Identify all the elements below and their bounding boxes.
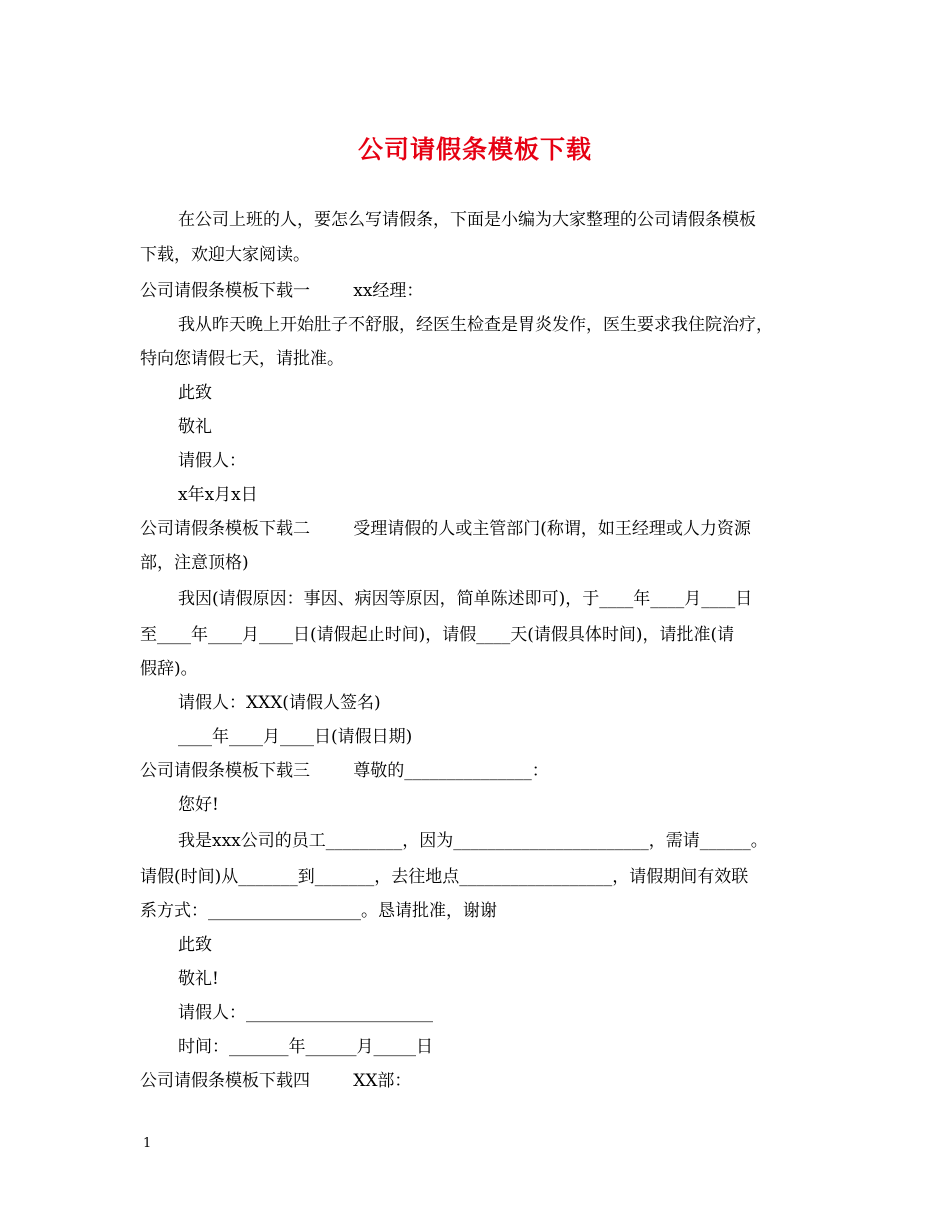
section-3-body-1: 我是xxx公司的员工_________，因为_______________________，需请______。 (178, 831, 768, 851)
section-1-date: x年x月x日 (178, 485, 258, 505)
section-1-closing-2: 敬礼 (178, 417, 212, 437)
page-number: 1 (143, 1136, 152, 1151)
section-1-body-1: 我从昨天晚上开始肚子不舒服，经医生检查是胃炎发作，医生要求我住院治疗， (178, 315, 773, 335)
section-2-date: ____年____月____日(请假日期) (178, 727, 413, 747)
section-3-greeting: 您好! (178, 795, 219, 815)
section-3-heading: 公司请假条模板下载三 尊敬的_______________： (140, 761, 549, 781)
section-3-date: 时间：_______年______月_____日 (178, 1037, 433, 1057)
section-3-closing-1: 此致 (178, 935, 212, 955)
section-2-body-3: 假辞)。 (140, 659, 198, 679)
section-2-body-1: 我因(请假原因：事因、病因等原因，简单陈述即可)，于____年____月____日 (178, 589, 753, 609)
section-3-body-2: 请假(时间)从_______到_______，去往地点__________________，请假期间有效联 (140, 867, 749, 887)
section-2-heading: 公司请假条模板下载二 受理请假的人或主管部门(称谓，如王经理或人力资源 (140, 519, 751, 539)
section-3-closing-2: 敬礼! (178, 969, 219, 989)
section-1-signer: 请假人： (178, 451, 246, 471)
section-3-signer: 请假人：______________________ (178, 1003, 433, 1023)
page-title: 公司请假条模板下载 (357, 135, 592, 164)
section-1-heading: 公司请假条模板下载一 xx经理： (140, 281, 424, 301)
section-2-signer: 请假人：XXX(请假人签名) (178, 693, 381, 713)
section-1-closing-1: 此致 (178, 383, 212, 403)
section-4-heading: 公司请假条模板下载四 XX部： (140, 1071, 412, 1091)
section-2-heading-cont: 部，注意顶格) (140, 553, 249, 573)
section-3-body-3: 系方式：__________________。恳请批准，谢谢 (140, 901, 497, 921)
section-2-body-2: 至____年____月____日(请假起止时间)，请假____天(请假具体时间)，请批准(请 (140, 625, 735, 645)
intro-line-2: 下载，欢迎大家阅读。 (140, 245, 310, 265)
section-1-body-2: 特向您请假七天，请批准。 (140, 349, 344, 369)
intro-line-1: 在公司上班的人，要怎么写请假条，下面是小编为大家整理的公司请假条模板 (178, 210, 756, 230)
